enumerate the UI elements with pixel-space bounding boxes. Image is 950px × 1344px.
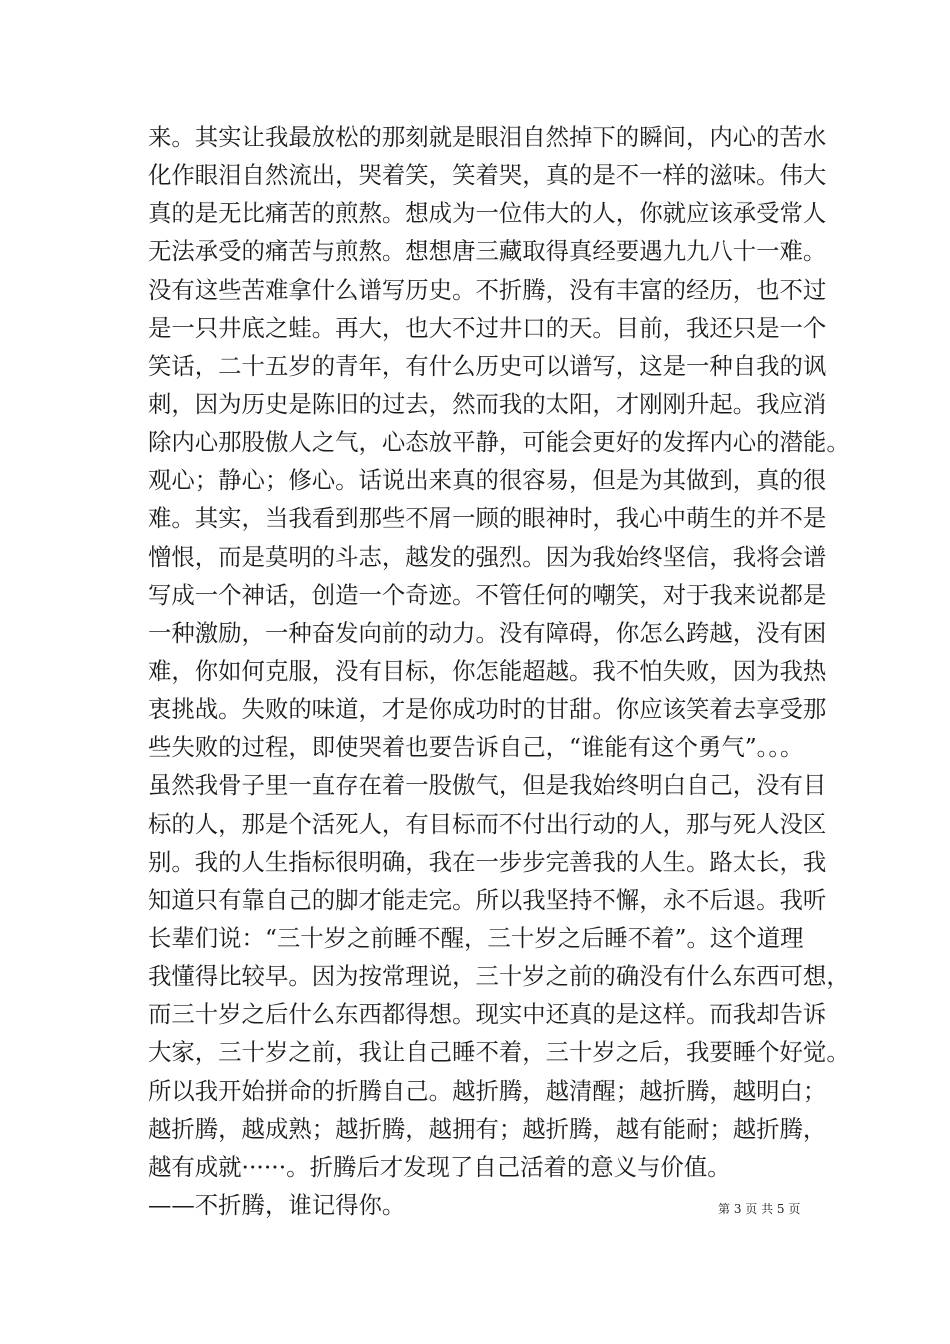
text-line: 笑话，二十五岁的青年，有什么历史可以谱写，这是一种自我的讽 xyxy=(148,351,827,380)
text-line: 越折腾，越成熟；越折腾，越拥有；越折腾，越有能耐；越折腾， xyxy=(148,1114,827,1143)
text-line: 憎恨，而是莫明的斗志，越发的强烈。因为我始终坚信，我将会谱 xyxy=(148,542,827,571)
page-number: 第 3 页 共 5 页 xyxy=(718,1202,801,1216)
text-line: 知道只有靠自己的脚才能走完。所以我坚持不懈，永不后退。我听 xyxy=(148,885,827,914)
text-line: 衷挑战。失败的味道，才是你成功时的甘甜。你应该笑着去享受那 xyxy=(148,695,827,724)
text-line: 所以我开始拼命的折腾自己。越折腾，越清醒；越折腾，越明白； xyxy=(148,1076,827,1105)
text-line: 别。我的人生指标很明确，我在一步步完善我的人生。路太长，我 xyxy=(148,847,827,876)
body-text xyxy=(148,118,850,1224)
text-line: 难，你如何克服，没有目标，你怎能超越。我不怕失败，因为我热 xyxy=(148,656,827,685)
text-line: 难。其实，当我看到那些不屑一顾的眼神时，我心中萌生的并不是 xyxy=(148,504,827,533)
text-line: 化作眼泪自然流出，哭着笑，笑着哭，真的是不一样的滋味。伟大 xyxy=(148,161,827,190)
text-line: 真的是无比痛苦的煎熬。想成为一位伟大的人，你就应该承受常人 xyxy=(148,199,827,228)
text-line: 大家，三十岁之前，我让自己睡不着，三十岁之后，我要睡个好觉。 xyxy=(148,1038,850,1067)
text-line: 些失败的过程，即使哭着也要告诉自己，“谁能有这个勇气”。。。 xyxy=(148,733,804,762)
text-line: 越有成就······。折腾后才发现了自己活着的意义与价值。 xyxy=(148,1152,731,1181)
text-line: 一种激励，一种奋发向前的动力。没有障碍，你怎么跨越，没有困 xyxy=(148,618,827,647)
text-line: 标的人，那是个活死人，有目标而不付出行动的人，那与死人没区 xyxy=(148,809,827,838)
text-line: ——不折腾，谁记得你。 xyxy=(148,1190,406,1219)
text-line: 写成一个神话，创造一个奇迹。不管任何的嘲笑，对于我来说都是 xyxy=(148,580,827,609)
text-line: 长辈们说：“三十岁之前睡不醒，三十岁之后睡不着”。这个道理 xyxy=(148,923,804,952)
text-line: 观心；静心；修心。话说出来真的很容易，但是为其做到，真的很 xyxy=(148,466,827,495)
text-line: 是一只井底之蛙。再大，也大不过井口的天。目前，我还只是一个 xyxy=(148,313,827,342)
text-line: 没有这些苦难拿什么谱写历史。不折腾，没有丰富的经历，也不过 xyxy=(148,275,827,304)
text-line: 刺，因为历史是陈旧的过去，然而我的太阳，才刚刚升起。我应消 xyxy=(148,389,827,418)
text-line: 虽然我骨子里一直存在着一股傲气，但是我始终明白自己，没有目 xyxy=(148,771,827,800)
text-line: 除内心那股傲人之气，心态放平静，可能会更好的发挥内心的潜能。 xyxy=(148,428,850,457)
text-line: 无法承受的痛苦与煎熬。想想唐三藏取得真经要遇九九八十一难。 xyxy=(148,237,827,266)
text-line: 我懂得比较早。因为按常理说，三十岁之前的确没有什么东西可想， xyxy=(148,962,850,991)
text-line: 而三十岁之后什么东西都得想。现实中还真的是这样。而我却告诉 xyxy=(148,1000,827,1029)
text-line: 来。其实让我最放松的那刻就是眼泪自然掉下的瞬间，内心的苦水 xyxy=(148,123,827,151)
